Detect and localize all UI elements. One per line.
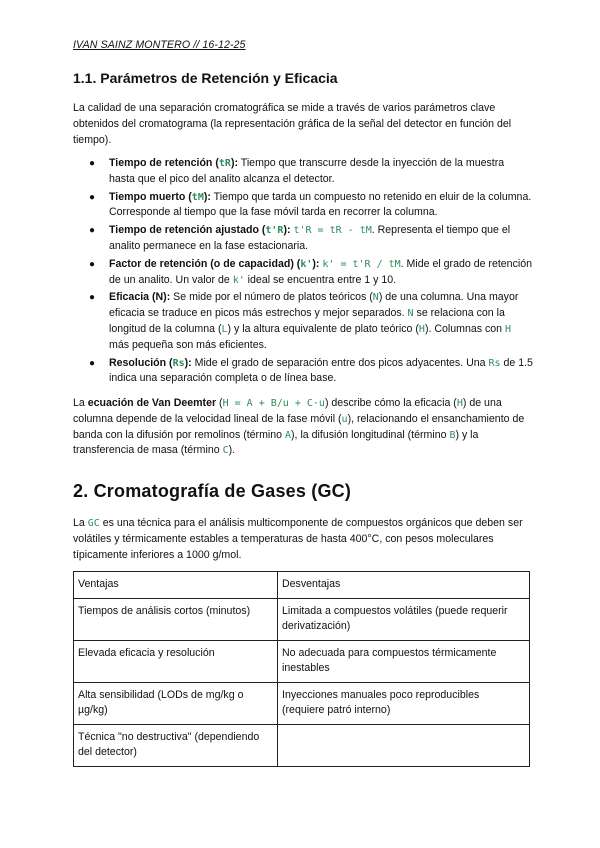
section-title-1-1: 1.1. Parámetros de Retención y Eficacia	[73, 70, 338, 86]
van-deemter-equation: H = A + B/u + C·u	[222, 398, 325, 409]
formula-adjusted-retention: t'R = tR - tM	[293, 225, 372, 237]
table-row	[74, 682, 530, 724]
list-item-adjusted-retention-time: ● Tiempo de retención ajustado (t'R): t'R = tR - tM. Representa el tiempo que el analito permanece en la fase estacionaria.	[89, 224, 511, 252]
bullet-icon: ●	[89, 292, 96, 304]
table-cell: Elevada eficacia y resolución	[74, 640, 278, 682]
section-intro-paragraph: La calidad de una separación cromatográfica se mide a través de varios parámetros clave obtenidos del cromatograma (la representación gráfica de la señal del detector en función del tiempo).	[73, 102, 512, 146]
table-cell: Limitada a compuestos volátiles (puede requerir derivatización)	[278, 598, 530, 640]
table-row	[74, 640, 530, 682]
list-item-efficiency: ● Eficacia (N): Se mide por el número de platos teóricos (N) de una columna. Una mayor eficacia se traduce en picos más estrechos y mejor separados. N se relaciona con la longitud de la columna (L) y la altura equivalente de plato teórico (H). Columnas con H más pequeña son más eficientes.	[89, 291, 519, 351]
bullet-icon: ●	[89, 357, 96, 369]
table-cell: No adecuada para compuestos térmicamente inestables	[278, 640, 530, 682]
van-deemter-paragraph: La ecuación de Van Deemter (H = A + B/u + C·u) describe cómo la eficacia (H) de una columna depende de la velocidad lineal de la fase móvil (u), relacionando el ensanchamiento de banda con la difusión por remolinos (término A), la difusión longitudinal (término B) y la transferencia de masa (término C).	[73, 397, 525, 457]
table-cell: Técnica "no destructiva" (dependiendo del detector)	[74, 724, 278, 766]
formula-retention-factor: k' = t'R / tM	[322, 258, 401, 270]
section-title-2: 2. Cromatografía de Gases (GC)	[73, 481, 352, 501]
table-header-row	[74, 572, 530, 599]
list-item-dead-time: ● Tiempo muerto (tM): Tiempo que tarda un compuesto no retenido en eluir de la columna. Corresponde al tiempo que la fase móvil tarda en recorrer la columna.	[89, 190, 532, 219]
table-cell: Alta sensibilidad (LODs de mg/kg o µg/kg)	[74, 682, 278, 724]
table-header-disadvantages: Desventajas	[278, 572, 530, 599]
advantages-disadvantages-table	[73, 571, 530, 767]
bullet-icon: ●	[89, 258, 96, 270]
table-header-advantages: Ventajas	[74, 572, 278, 599]
gc-intro-paragraph: La GC es una técnica para el análisis multicomponente de compuestos orgánicos que deben ser volátiles y térmicamente estables a temperaturas de hasta 400°C, con pesos moleculares típicamente inferiores a 1000 g/mol.	[73, 517, 523, 561]
bullet-icon: ●	[89, 225, 96, 237]
bullet-icon: ●	[89, 191, 96, 203]
table-cell	[278, 724, 530, 766]
table-row	[74, 598, 530, 640]
table-cell: Inyecciones manuales poco reproducibles (requiere patró interno)	[278, 682, 530, 724]
bullet-icon: ●	[89, 158, 96, 169]
list-item-resolution: ● Resolución (Rs): Mide el grado de separación entre dos picos adyacentes. Una Rs de 1.5 indica una separación completa o de línea base.	[89, 356, 533, 385]
parameters-list	[73, 156, 533, 389]
list-item-retention-factor: ● Factor de retención (o de capacidad) (k'): k' = t'R / tM. Mide el grado de retención de un analito. Un valor de k' ideal se encuentra entre 1 y 10.	[89, 257, 532, 286]
list-item-retention-time: ● Tiempo de retención (tR): Tiempo que transcurre desde la inyección de la muestra hasta que el pico del analito alcanza el detector.	[89, 157, 505, 185]
header-author-date: IVAN SAINZ MONTERO // 16-12-25	[73, 39, 246, 51]
table-row	[74, 724, 530, 766]
table-cell: Tiempos de análisis cortos (minutos)	[74, 598, 278, 640]
